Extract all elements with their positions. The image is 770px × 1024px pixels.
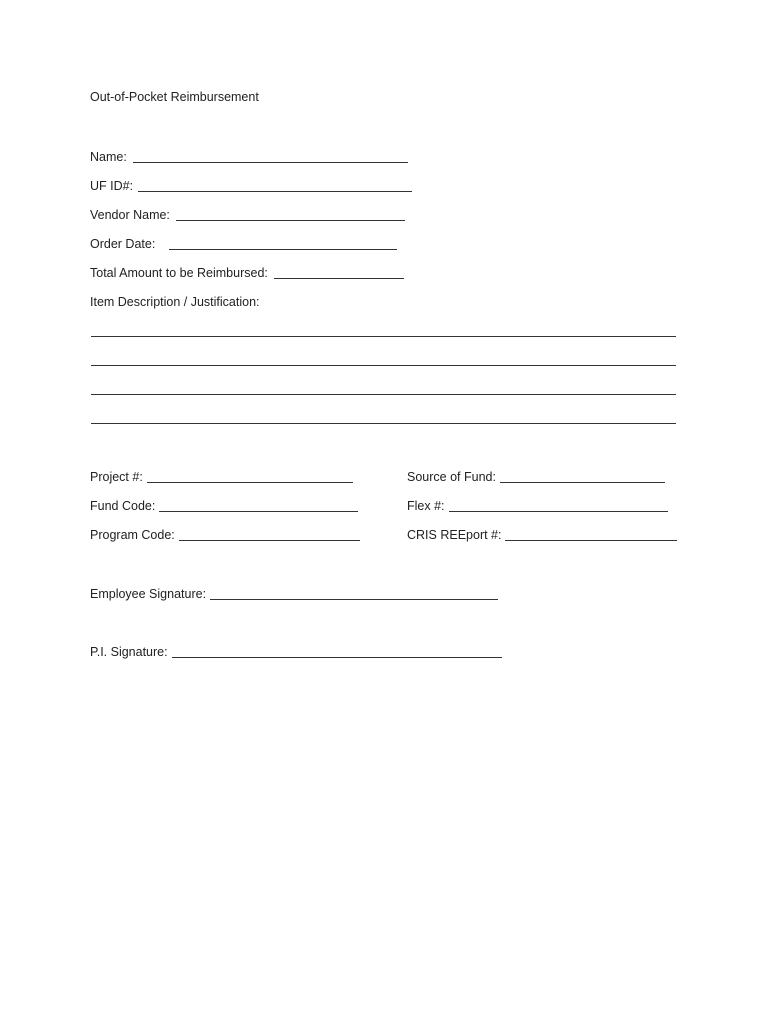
cris-report-field xyxy=(407,525,677,543)
flex-field xyxy=(407,496,668,514)
fund-code-field xyxy=(90,496,358,514)
uf-id-label: UF ID#: xyxy=(90,179,134,193)
total-amount-input-line[interactable] xyxy=(274,266,404,279)
name-input-line[interactable] xyxy=(133,150,408,163)
order-date-input-line[interactable] xyxy=(169,237,397,250)
employee-signature-field xyxy=(90,584,498,602)
description-line-3[interactable] xyxy=(91,394,676,395)
source-of-fund-label: Source of Fund: xyxy=(407,470,496,484)
pi-signature-label: P.I. Signature: xyxy=(90,645,168,659)
vendor-name-label: Vendor Name: xyxy=(90,208,170,222)
project-field xyxy=(90,467,353,485)
name-label: Name: xyxy=(90,150,127,164)
vendor-name-input-line[interactable] xyxy=(176,208,405,221)
uf-id-field xyxy=(90,176,412,194)
source-of-fund-input-line[interactable] xyxy=(500,470,665,483)
description-line-2[interactable] xyxy=(91,365,676,366)
order-date-label: Order Date: xyxy=(90,237,156,251)
item-description-label: Item Description / Justification: xyxy=(90,295,260,309)
employee-signature-input-line[interactable] xyxy=(210,587,498,600)
pi-signature-input-line[interactable] xyxy=(172,645,502,658)
program-code-label: Program Code: xyxy=(90,528,175,542)
flex-input-line[interactable] xyxy=(449,499,668,512)
vendor-name-field xyxy=(90,205,405,223)
uf-id-input-line[interactable] xyxy=(138,179,412,192)
program-code-input-line[interactable] xyxy=(179,528,360,541)
cris-report-input-line[interactable] xyxy=(505,528,677,541)
flex-label: Flex #: xyxy=(407,499,445,513)
name-field xyxy=(90,147,408,165)
form-title: Out-of-Pocket Reimbursement xyxy=(90,90,259,104)
description-line-4[interactable] xyxy=(91,423,676,424)
project-label: Project #: xyxy=(90,470,143,484)
employee-signature-label: Employee Signature: xyxy=(90,587,207,601)
item-description-field xyxy=(90,292,260,310)
source-of-fund-field xyxy=(407,467,665,485)
fund-code-label: Fund Code: xyxy=(90,499,156,513)
cris-report-label: CRIS REEport #: xyxy=(407,528,502,542)
total-amount-field xyxy=(90,263,404,281)
fund-code-input-line[interactable] xyxy=(159,499,358,512)
order-date-field xyxy=(90,234,397,252)
pi-signature-field xyxy=(90,642,502,660)
project-input-line[interactable] xyxy=(147,470,353,483)
description-line-1[interactable] xyxy=(91,336,676,337)
program-code-field xyxy=(90,525,360,543)
total-amount-label: Total Amount to be Reimbursed: xyxy=(90,266,268,280)
